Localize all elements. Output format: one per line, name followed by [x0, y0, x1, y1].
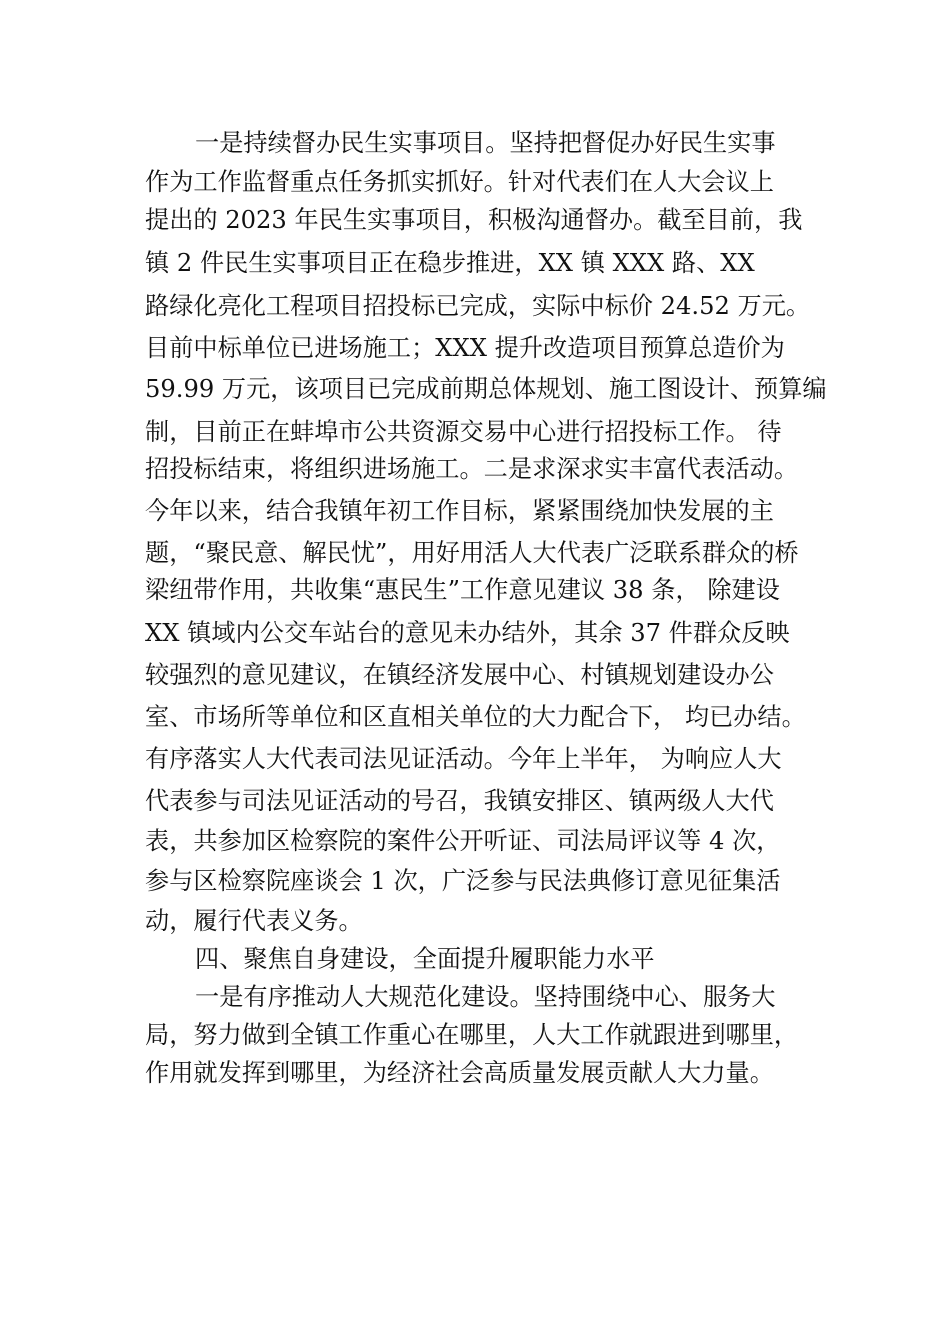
text-line: 目前中标单位已进场施工；XXX 提升改造项目预算总造价为	[145, 334, 785, 362]
text-line: 一是有序推动人大规范化建设。坚持围绕中心、服务大	[195, 983, 776, 1011]
text-line: 代表参与司法见证活动的号召，我镇安排区、镇两级人大代	[145, 787, 774, 815]
text-line: 较强烈的意见建议，在镇经济发展中心、村镇规划建设办公	[145, 661, 774, 689]
text-line: 招投标结束，将组织进场施工。二是求深求实丰富代表活动。	[145, 455, 799, 483]
text-line: 表，共参加区检察院的案件公开听证、司法局评议等 4 次，	[145, 827, 781, 855]
text-line: 镇 2 件民生实事项目正在稳步推进，XX 镇 XXX 路、XX	[145, 249, 755, 277]
text-line: 制，目前正在蚌埠市公共资源交易中心进行招投标工作。 待	[145, 418, 782, 446]
text-line: 室、市场所等单位和区直相关单位的大力配合下， 均已办结。	[145, 703, 806, 731]
text-line: 动，履行代表义务。	[145, 907, 363, 935]
text-line: 作为工作监督重点任务抓实抓好。针对代表们在人大会议上	[145, 168, 774, 196]
text-line: 局，努力做到全镇工作重心在哪里，人大工作就跟进到哪里，	[145, 1021, 799, 1049]
text-line: 有序落实人大代表司法见证活动。今年上半年， 为响应人大	[145, 745, 782, 773]
text-line: 路绿化亮化工程项目招投标已完成，实际中标价 24.52 万元。	[145, 292, 811, 320]
text-line: 梁纽带作用，共收集“惠民生”工作意见建议 38 条， 除建设	[145, 576, 780, 604]
text-line: 今年以来，结合我镇年初工作目标，紧紧围绕加快发展的主	[145, 497, 774, 525]
text-line: 59.99 万元，该项目已完成前期总体规划、施工图设计、预算编	[145, 375, 827, 403]
text-line: 作用就发挥到哪里，为经济社会高质量发展贡献人大力量。	[145, 1059, 774, 1087]
section-heading: 四、聚焦自身建设，全面提升履职能力水平	[195, 945, 655, 973]
text-line: 一是持续督办民生实事项目。坚持把督促办好民生实事	[195, 129, 776, 157]
text-line: 题，“聚民意、解民忧”，用好用活人大代表广泛联系群众的桥	[145, 539, 799, 567]
text-line: XX 镇域内公交车站台的意见未办结外，其余 37 件群众反映	[145, 619, 790, 647]
text-line: 提出的 2023 年民生实事项目，积极沟通督办。截至目前，我	[145, 206, 803, 234]
text-line: 参与区检察院座谈会 1 次，广泛参与民法典修订意见征集活	[145, 867, 781, 895]
